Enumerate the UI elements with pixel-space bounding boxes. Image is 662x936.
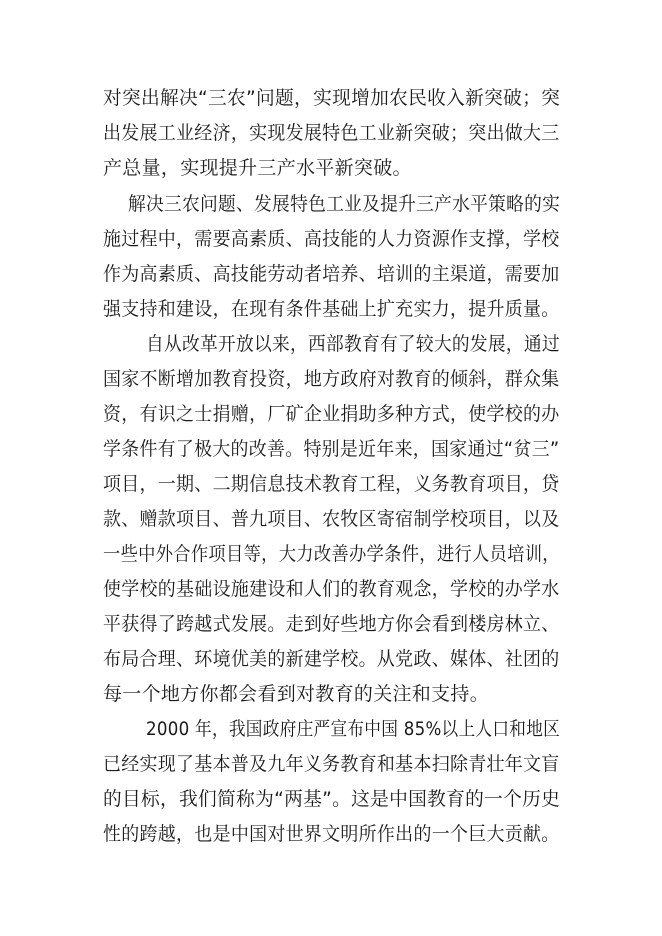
paragraph-3-line-4: 学条件有了极大的改善。特别是近年来，国家通过“贫三” bbox=[103, 438, 560, 460]
paragraph-2-line-3: 作为高素质、高技能劳动者培养、培训的主渠道，需要加 bbox=[103, 263, 560, 285]
paragraph-2-line-1: 解决三农问题、发展特色工业及提升三产水平策略的实 bbox=[128, 193, 561, 215]
paragraph-2-line-2: 施过程中，需要高素质、高技能的人力资源作支撑，学校 bbox=[103, 228, 560, 250]
paragraph-4-line-3: 的目标，我们简称为“两基”。这是中国教育的一个历史 bbox=[103, 788, 561, 810]
paragraph-4-line-4: 性的跨越，也是中国对世界文明所作出的一个巨大贡献。 bbox=[103, 823, 560, 845]
paragraph-3-line-3: 资，有识之士捐赠，厂矿企业捐助多种方式，使学校的办 bbox=[103, 403, 560, 425]
paragraph-3-line-7: 一些中外合作项目等，大力改善办学条件，进行人员培训， bbox=[103, 543, 560, 565]
paragraph-3-line-11: 每一个地方你都会看到对教育的关注和支持。 bbox=[103, 683, 490, 705]
paragraph-3-line-2: 国家不断增加教育投资，地方政府对教育的倾斜，群众集 bbox=[103, 368, 560, 390]
paragraph-1-line-1: 对突出解决“三农”问题，实现增加农民收入新突破；突 bbox=[103, 87, 561, 109]
paragraph-1-line-3: 产总量，实现提升三产水平新突破。 bbox=[103, 157, 412, 179]
paragraph-3-line-10: 布局合理、环境优美的新建学校。从党政、媒体、社团的 bbox=[103, 648, 560, 670]
paragraph-3-line-8: 使学校的基础设施建设和人们的教育观念，学校的办学水 bbox=[103, 578, 560, 600]
paragraph-4-line-1: 2000 年，我国政府庄严宣布中国 85%以上人口和地区 bbox=[146, 718, 561, 740]
paragraph-3-line-6: 款、赠款项目、普九项目、农牧区寄宿制学校项目，以及 bbox=[103, 508, 560, 530]
paragraph-2-line-4: 强支持和建设，在现有条件基础上扩充实力，提升质量。 bbox=[103, 298, 560, 320]
paragraph-3-line-5: 项目，一期、二期信息技术教育工程，义务教育项目，贷 bbox=[103, 473, 560, 495]
paragraph-4-line-2: 已经实现了基本普及九年义务教育和基本扫除青壮年文盲 bbox=[103, 753, 560, 775]
paragraph-3-line-9: 平获得了跨越式发展。走到好些地方你会看到楼房林立、 bbox=[103, 613, 560, 635]
paragraph-1-line-2: 出发展工业经济，实现发展特色工业新突破；突出做大三 bbox=[103, 122, 560, 144]
paragraph-3-line-1: 自从改革开放以来，西部教育有了较大的发展，通过 bbox=[146, 333, 560, 355]
